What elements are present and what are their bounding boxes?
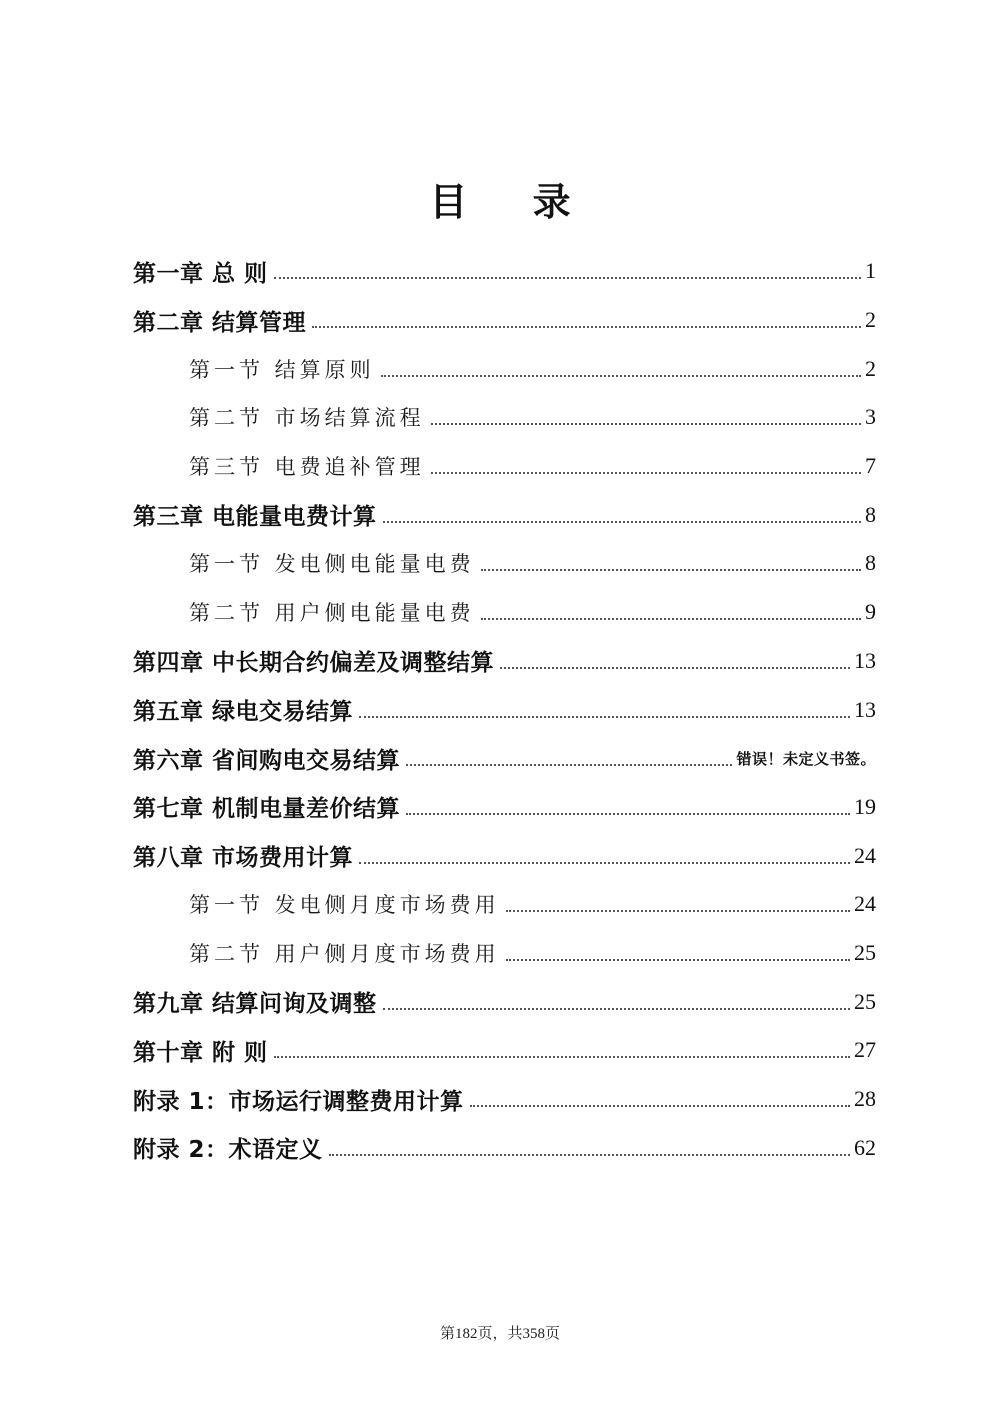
- dot-leader: [470, 1105, 850, 1107]
- toc-entry-title: 附录 1：市场运行调整费用计算: [133, 1088, 464, 1115]
- toc-page-number: 13: [854, 647, 876, 673]
- toc-page-number: 28: [854, 1086, 876, 1112]
- toc-page-number: 25: [854, 939, 876, 965]
- dot-leader: [431, 472, 861, 474]
- toc-page-number: 25: [854, 988, 876, 1014]
- toc-entry-title: 第三章 电能量电费计算: [133, 504, 377, 531]
- toc-entry-chapter-2-section-2[interactable]: [133, 393, 876, 442]
- dot-leader: [381, 375, 861, 377]
- dot-leader: [383, 1008, 850, 1010]
- dot-leader: [312, 326, 861, 328]
- dot-leader: [406, 764, 732, 766]
- dot-leader: [359, 716, 850, 718]
- dot-leader: [274, 1056, 850, 1058]
- table-of-contents: [133, 247, 876, 1172]
- toc-entry-title: 第一节 结算原则: [189, 357, 375, 382]
- toc-entry-title: 第二章 结算管理: [133, 309, 307, 336]
- page-footer: 第182页，共358页: [439, 1326, 560, 1342]
- toc-entry-chapter-5[interactable]: [133, 685, 876, 734]
- toc-entry-chapter-8-section-2[interactable]: [133, 929, 876, 978]
- toc-entry-title: 第一节 发电侧电能量电费: [189, 552, 475, 577]
- toc-entry-title: 第一节 发电侧月度市场费用: [189, 893, 500, 918]
- toc-entry-title: 第三节 电费追补管理: [189, 455, 425, 480]
- toc-entry-title: 第四章 中长期合约偏差及调整结算: [133, 650, 495, 677]
- toc-entry-title: 第八章 市场费用计算: [133, 845, 354, 872]
- toc-page-number: 13: [854, 696, 876, 722]
- toc-entry-title: 附录 2：术语定义: [133, 1137, 323, 1164]
- toc-entry-appendix-1[interactable]: [133, 1075, 876, 1124]
- bookmark-error-text: 错误！未定义书签。: [736, 749, 876, 768]
- dot-leader: [506, 910, 850, 912]
- toc-page-number: 8: [865, 550, 876, 576]
- toc-entry-chapter-2-section-1[interactable]: [133, 344, 876, 393]
- dot-leader: [506, 959, 850, 961]
- dot-leader: [383, 521, 861, 523]
- toc-page-number: 2: [865, 355, 876, 381]
- dot-leader: [406, 813, 850, 815]
- toc-entry-chapter-4[interactable]: [133, 637, 876, 686]
- toc-entry-chapter-7[interactable]: [133, 783, 876, 832]
- dot-leader: [481, 618, 861, 620]
- toc-entry-title: 第六章 省间购电交易结算: [133, 747, 401, 774]
- toc-entry-chapter-6[interactable]: [133, 734, 876, 783]
- toc-page-number: 2: [865, 307, 876, 333]
- toc-entry-chapter-10[interactable]: [133, 1026, 876, 1075]
- toc-page-number: 62: [854, 1134, 876, 1160]
- toc-entry-chapter-8-section-1[interactable]: [133, 880, 876, 929]
- dot-leader: [481, 569, 861, 571]
- toc-entry-chapter-2-section-3[interactable]: [133, 442, 876, 491]
- toc-page-number: 7: [865, 453, 876, 479]
- toc-entry-title: 第九章 结算问询及调整: [133, 991, 377, 1018]
- toc-page-number: 19: [854, 793, 876, 819]
- toc-entry-chapter-3-section-2[interactable]: [133, 588, 876, 637]
- dot-leader: [274, 277, 861, 279]
- toc-page-number: 24: [854, 891, 876, 917]
- toc-page-number: 3: [865, 404, 876, 430]
- toc-entry-title: 第五章 绿电交易结算: [133, 699, 354, 726]
- toc-entry-chapter-3[interactable]: [133, 490, 876, 539]
- toc-page-number: 8: [865, 501, 876, 527]
- dot-leader: [500, 667, 850, 669]
- toc-page-number: 27: [854, 1037, 876, 1063]
- toc-entry-title: 第一章 总 则: [133, 260, 268, 287]
- toc-entry-chapter-3-section-1[interactable]: [133, 539, 876, 588]
- toc-page-number: 1: [865, 258, 876, 284]
- toc-entry-title: 第七章 机制电量差价结算: [133, 796, 401, 823]
- toc-entry-chapter-9[interactable]: [133, 977, 876, 1026]
- dot-leader: [329, 1154, 850, 1156]
- toc-entry-title: 第二节 市场结算流程: [189, 406, 425, 431]
- dot-leader: [431, 423, 861, 425]
- toc-entry-appendix-2[interactable]: [133, 1123, 876, 1172]
- toc-entry-chapter-8[interactable]: [133, 831, 876, 880]
- toc-entry-chapter-2[interactable]: [133, 296, 876, 345]
- toc-entry-title: 第二节 用户侧月度市场费用: [189, 941, 500, 966]
- dot-leader: [359, 862, 850, 864]
- toc-page-number: 24: [854, 842, 876, 868]
- toc-entry-title: 第十章 附 则: [133, 1039, 268, 1066]
- toc-entry-title: 第二节 用户侧电能量电费: [189, 601, 475, 626]
- page-title: 目 录: [429, 179, 597, 224]
- toc-entry-chapter-1[interactable]: [133, 247, 876, 296]
- toc-page-number: 9: [865, 599, 876, 625]
